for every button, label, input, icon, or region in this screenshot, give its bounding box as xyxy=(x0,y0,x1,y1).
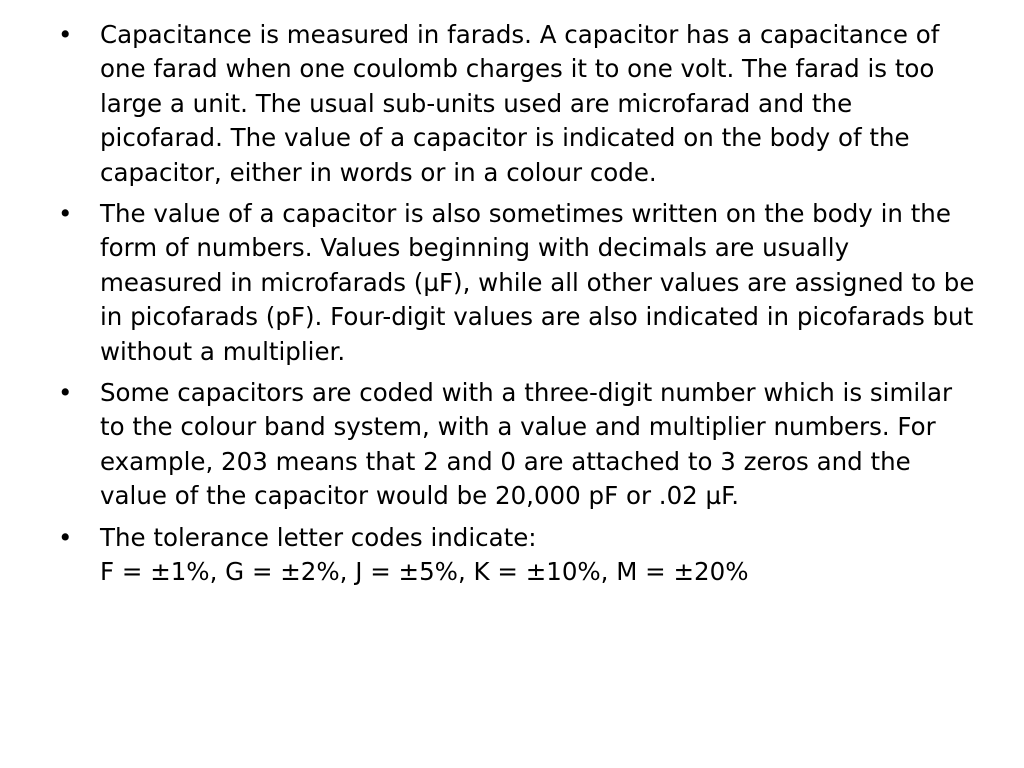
bullet-item xyxy=(56,18,976,190)
bullet-dot-icon: • xyxy=(58,20,73,49)
bullet-list xyxy=(56,18,976,597)
bullet-dot-icon: • xyxy=(58,522,73,552)
tolerance-codes-text: F = ±1%, G = ±2%, J = ±5%, K = ±10%, M = ±20% xyxy=(100,557,749,587)
bullet-text: Capacitance is measured in farads. A capacitor has a capacitance of one farad when one coulomb charges it to one volt. The farad is too large a unit. The usual sub-units used are microfarad and the picofarad. The value of a capacitor is indicated on the body of the capacitor, either in words or in a colour code. xyxy=(100,20,940,187)
bullet-text: Some capacitors are coded with a three-digit number which is similar to the colour band system, with a value and multiplier numbers. For example, 203 means that 2 and 0 are attached to 3 zeros and the value of the capacitor would be 20,000 pF or .02 µF. xyxy=(100,378,953,511)
bullet-item xyxy=(56,521,976,590)
bullet-item xyxy=(56,197,976,369)
bullet-dot-icon: • xyxy=(58,378,73,408)
bullet-dot-icon: • xyxy=(58,199,73,229)
bullet-item xyxy=(56,376,976,514)
bullet-text: The tolerance letter codes indicate: xyxy=(100,522,537,552)
bullet-text: The value of a capacitor is also sometimes written on the body in the form of numbers. Values beginning with decimals are usually measured in microfarads (µF), while all other values are assigned to be in picofarads (pF). Four-digit values are also indicated in picofarads but without a multiplier. xyxy=(100,199,975,366)
